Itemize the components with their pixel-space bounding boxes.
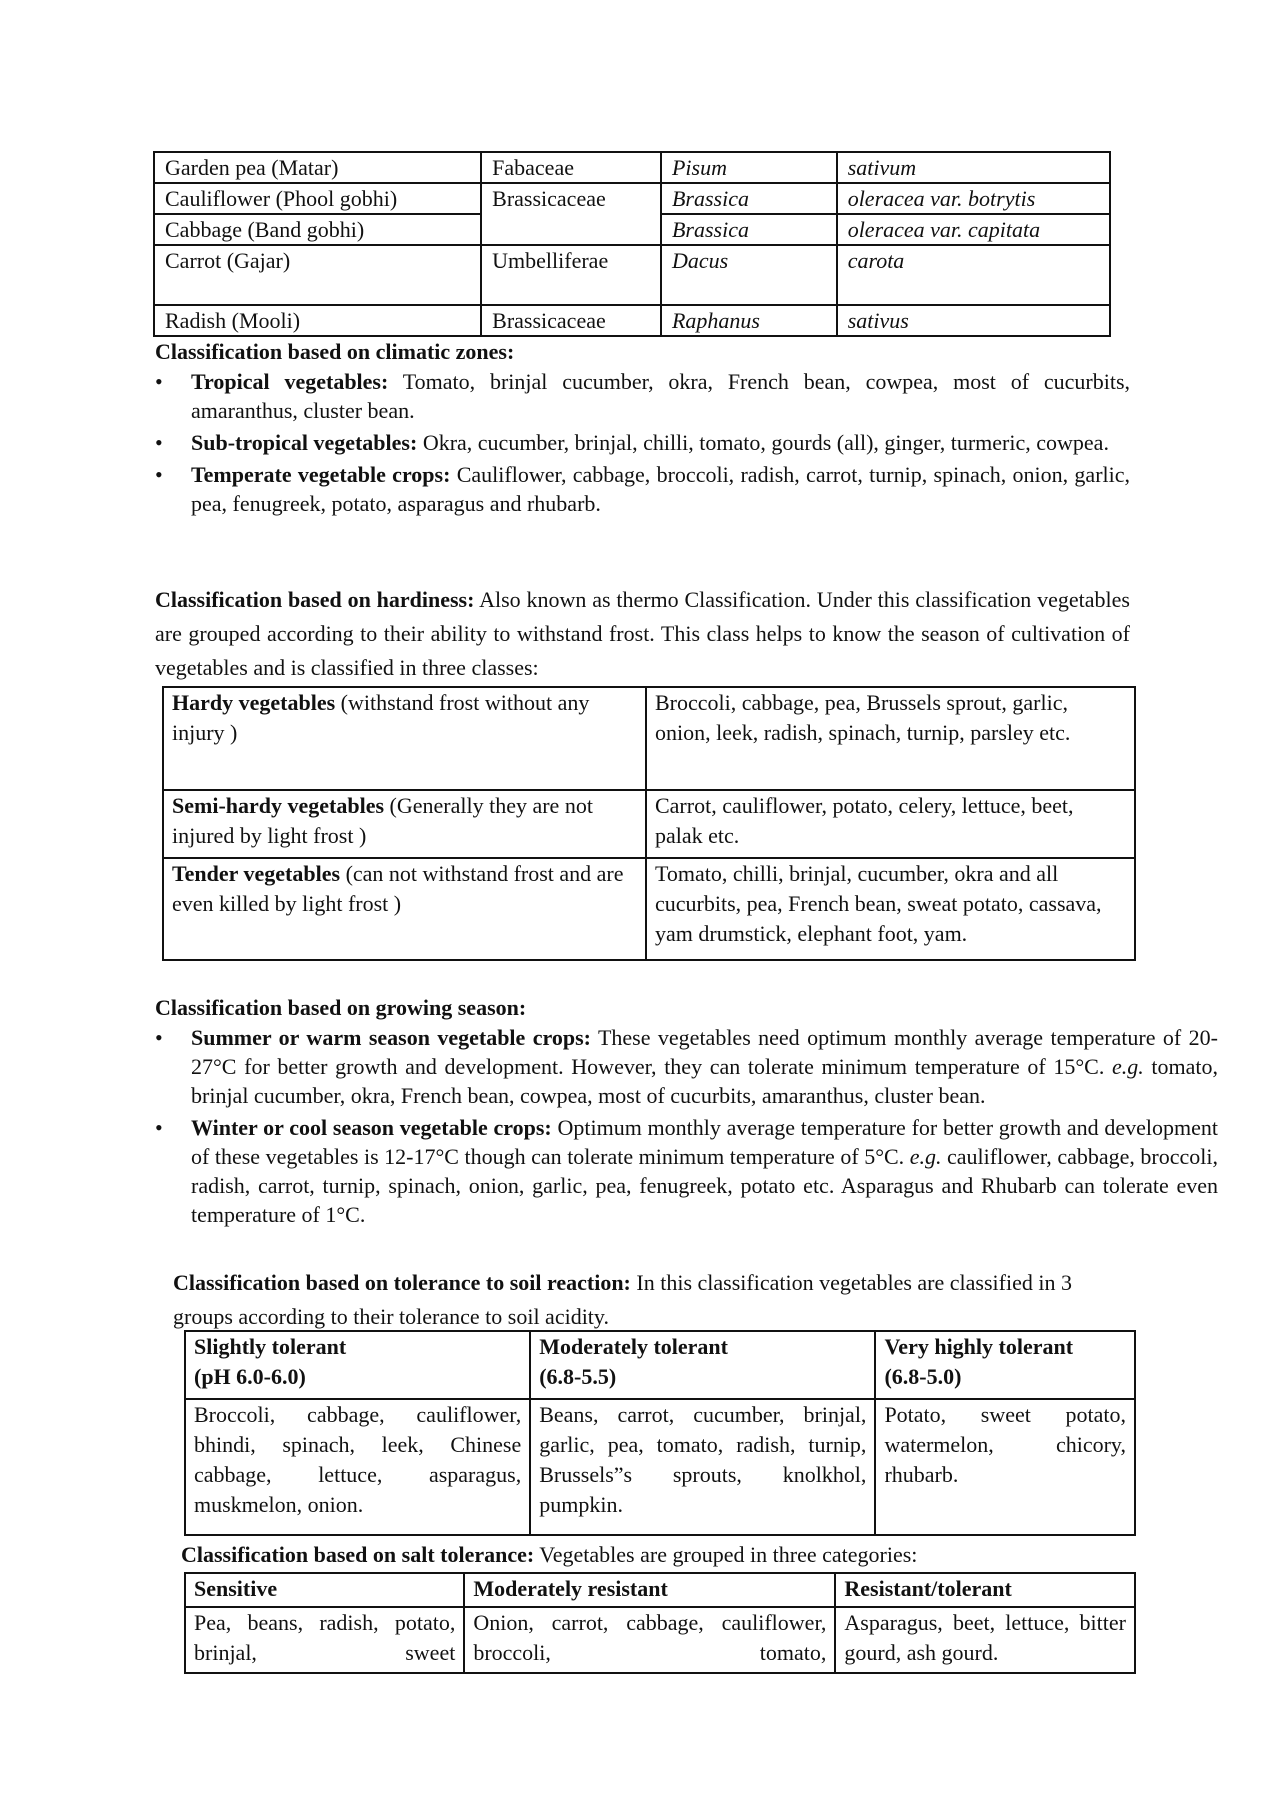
genus-cell: Raphanus: [661, 305, 837, 336]
hardiness-table: [162, 686, 1136, 961]
section-heading: Classification based on salt tolerance:: [181, 1542, 535, 1567]
list-item: [155, 1113, 1218, 1229]
family-cell: Brassicaceae: [481, 305, 661, 336]
table-row: [185, 1607, 1135, 1673]
class-desc: (Generally they are not injured by light frost ): [172, 793, 593, 848]
paragraph-text: Vegetables are grouped in three categories:: [534, 1542, 918, 1567]
species-cell: carota: [837, 245, 1110, 305]
header-title: Moderately tolerant: [539, 1334, 728, 1359]
list-item: [155, 1023, 1218, 1110]
common-name-cell: Cabbage (Band gobhi): [154, 214, 481, 245]
class-cell: [163, 858, 646, 960]
class-label: Tender vegetables: [172, 861, 341, 886]
item-text: Tomato, brinjal cucumber, okra, French bean, cowpea, most of cucurbits, amaranthus, cluster bean.: [191, 369, 1131, 423]
header-range: (6.8-5.0): [884, 1364, 962, 1389]
class-cell: [163, 790, 646, 858]
examples-cell: Carrot, cauliflower, potato, celery, lettuce, beet, palak etc.: [646, 790, 1135, 858]
column-header: [185, 1331, 530, 1399]
table-row: [154, 305, 1110, 336]
section-heading: Classification based on tolerance to soil reaction:: [173, 1270, 631, 1295]
table-cell: Beans, carrot, cucumber, brinjal, garlic, pea, tomato, radish, turnip, Brussels”s sprouts, knolkhol, pumpkin.: [530, 1399, 875, 1535]
table-row: [185, 1399, 1135, 1535]
item-label: Temperate vegetable crops:: [191, 462, 451, 487]
table-cell: Potato, sweet potato, watermelon, chicory, rhubarb.: [875, 1399, 1135, 1535]
species-cell: oleracea var. botrytis: [837, 183, 1110, 214]
column-header: Resistant/tolerant: [835, 1573, 1135, 1607]
column-header: Sensitive: [185, 1573, 464, 1607]
table-row: [154, 245, 1110, 305]
list-item: [155, 428, 1130, 457]
eg-text: e.g.: [1111, 1054, 1144, 1079]
salt-intro: [181, 1540, 1141, 1570]
column-header: [530, 1331, 875, 1399]
table-cell: [185, 1607, 464, 1673]
item-label: Tropical vegetables:: [191, 369, 389, 394]
genus-cell: Dacus: [661, 245, 837, 305]
common-name-cell: Carrot (Gajar): [154, 245, 481, 305]
item-text: tomato, brinjal cucumber, okra, French bean, cowpea, most of cucurbits, amaranthus, cluster bean.: [191, 1054, 1218, 1108]
item-label: Sub-tropical vegetables:: [191, 430, 418, 455]
eg-text: e.g.: [909, 1144, 942, 1169]
item-label: Summer or warm season vegetable crops:: [191, 1025, 591, 1050]
soil-table: [184, 1330, 1136, 1536]
list-item: [155, 367, 1130, 425]
climatic-list: [155, 367, 1130, 518]
common-name-cell: Garden pea (Matar): [154, 152, 481, 183]
paragraph-text: Also known as thermo Classification. Under this classification vegetables are grouped according to their ability to withstand frost. This class helps to know the season of cultivation of vegetables and is classified in three classes:: [155, 587, 1130, 680]
column-header: [875, 1331, 1135, 1399]
section-heading: Classification based on growing season:: [155, 995, 527, 1020]
class-cell: [163, 687, 646, 790]
class-desc: (can not withstand frost and are even killed by light frost ): [172, 861, 624, 916]
item-label: Winter or cool season vegetable crops:: [191, 1115, 552, 1140]
table-row: [163, 858, 1135, 960]
header-title: Slightly tolerant: [194, 1334, 347, 1359]
taxonomy-table: [153, 151, 1111, 337]
hardiness-intro: [155, 583, 1130, 685]
common-name-cell: Cauliflower (Phool gobhi): [154, 183, 481, 214]
list-item: [155, 460, 1130, 518]
item-text: cauliflower, cabbage, broccoli, radish, carrot, turnip, spinach, onion, garlic, pea, fenugreek, potato etc. Asparagus and Rhubarb can tolerate even temperature of 1°C.: [191, 1144, 1218, 1227]
family-cell: Fabaceae: [481, 152, 661, 183]
header-title: Very highly tolerant: [884, 1334, 1074, 1359]
soil-intro: [173, 1266, 1133, 1334]
section-heading: Classification based on hardiness:: [155, 587, 475, 612]
item-text: Optimum monthly average temperature for better growth and development of these vegetables is 12-17°C though can tolerate minimum temperature of 5°C.: [191, 1115, 1219, 1169]
table-row: [154, 183, 1110, 214]
paragraph-text: In this classification vegetables are classified in 3 groups according to their tolerance to soil acidity.: [173, 1270, 1072, 1329]
section-heading: Classification based on climatic zones:: [155, 339, 515, 364]
table-row: [163, 687, 1135, 790]
class-label: Semi-hardy vegetables: [172, 793, 385, 818]
examples-cell: Broccoli, cabbage, pea, Brussels sprout, garlic, onion, leek, radish, spinach, turnip, parsley etc.: [646, 687, 1135, 790]
common-name-cell: Radish (Mooli): [154, 305, 481, 336]
cell-text: Pea, beans, radish, potato, brinjal, sweet: [194, 1610, 456, 1665]
class-desc: (withstand frost without any injury ): [172, 690, 590, 745]
class-label: Hardy vegetables: [172, 690, 336, 715]
header-range: (pH 6.0-6.0): [194, 1364, 306, 1389]
table-header-row: [185, 1331, 1135, 1399]
table-row: [163, 790, 1135, 858]
header-range: (6.8-5.5): [539, 1364, 617, 1389]
table-cell: Broccoli, cabbage, cauliflower, bhindi, spinach, leek, Chinese cabbage, lettuce, asparagus, muskmelon, onion.: [185, 1399, 530, 1535]
species-cell: sativum: [837, 152, 1110, 183]
table-cell: [464, 1607, 835, 1673]
family-cell: Brassicaceae: [481, 183, 661, 245]
family-cell: Umbelliferae: [481, 245, 661, 305]
species-cell: oleracea var. capitata: [837, 214, 1110, 245]
item-text: Okra, cucumber, brinjal, chilli, tomato, gourds (all), ginger, turmeric, cowpea.: [417, 430, 1109, 455]
genus-cell: Brassica: [661, 214, 837, 245]
column-header: Moderately resistant: [464, 1573, 835, 1607]
climatic-section: [155, 337, 1130, 521]
item-text: These vegetables need optimum monthly average temperature of 20-27°C for better growth and development. However, they can tolerate minimum temperature of 15°C.: [191, 1025, 1218, 1079]
salt-table: [184, 1572, 1136, 1674]
season-list: [155, 1023, 1218, 1229]
table-row: [154, 152, 1110, 183]
species-cell: sativus: [837, 305, 1110, 336]
table-header-row: [185, 1573, 1135, 1607]
genus-cell: Pisum: [661, 152, 837, 183]
examples-cell: Tomato, chilli, brinjal, cucumber, okra and all cucurbits, pea, French bean, sweat potato, cassava, yam drumstick, elephant foot, yam.: [646, 858, 1135, 960]
season-section: [155, 993, 1218, 1232]
table-cell: Asparagus, beet, lettuce, bitter gourd, ash gourd.: [835, 1607, 1135, 1673]
cell-text: Onion, carrot, cabbage, cauliflower, broccoli, tomato,: [473, 1610, 827, 1665]
genus-cell: Brassica: [661, 183, 837, 214]
item-text: Cauliflower, cabbage, broccoli, radish, carrot, turnip, spinach, onion, garlic, pea, fenugreek, potato, asparagus and rhubarb.: [191, 462, 1131, 516]
